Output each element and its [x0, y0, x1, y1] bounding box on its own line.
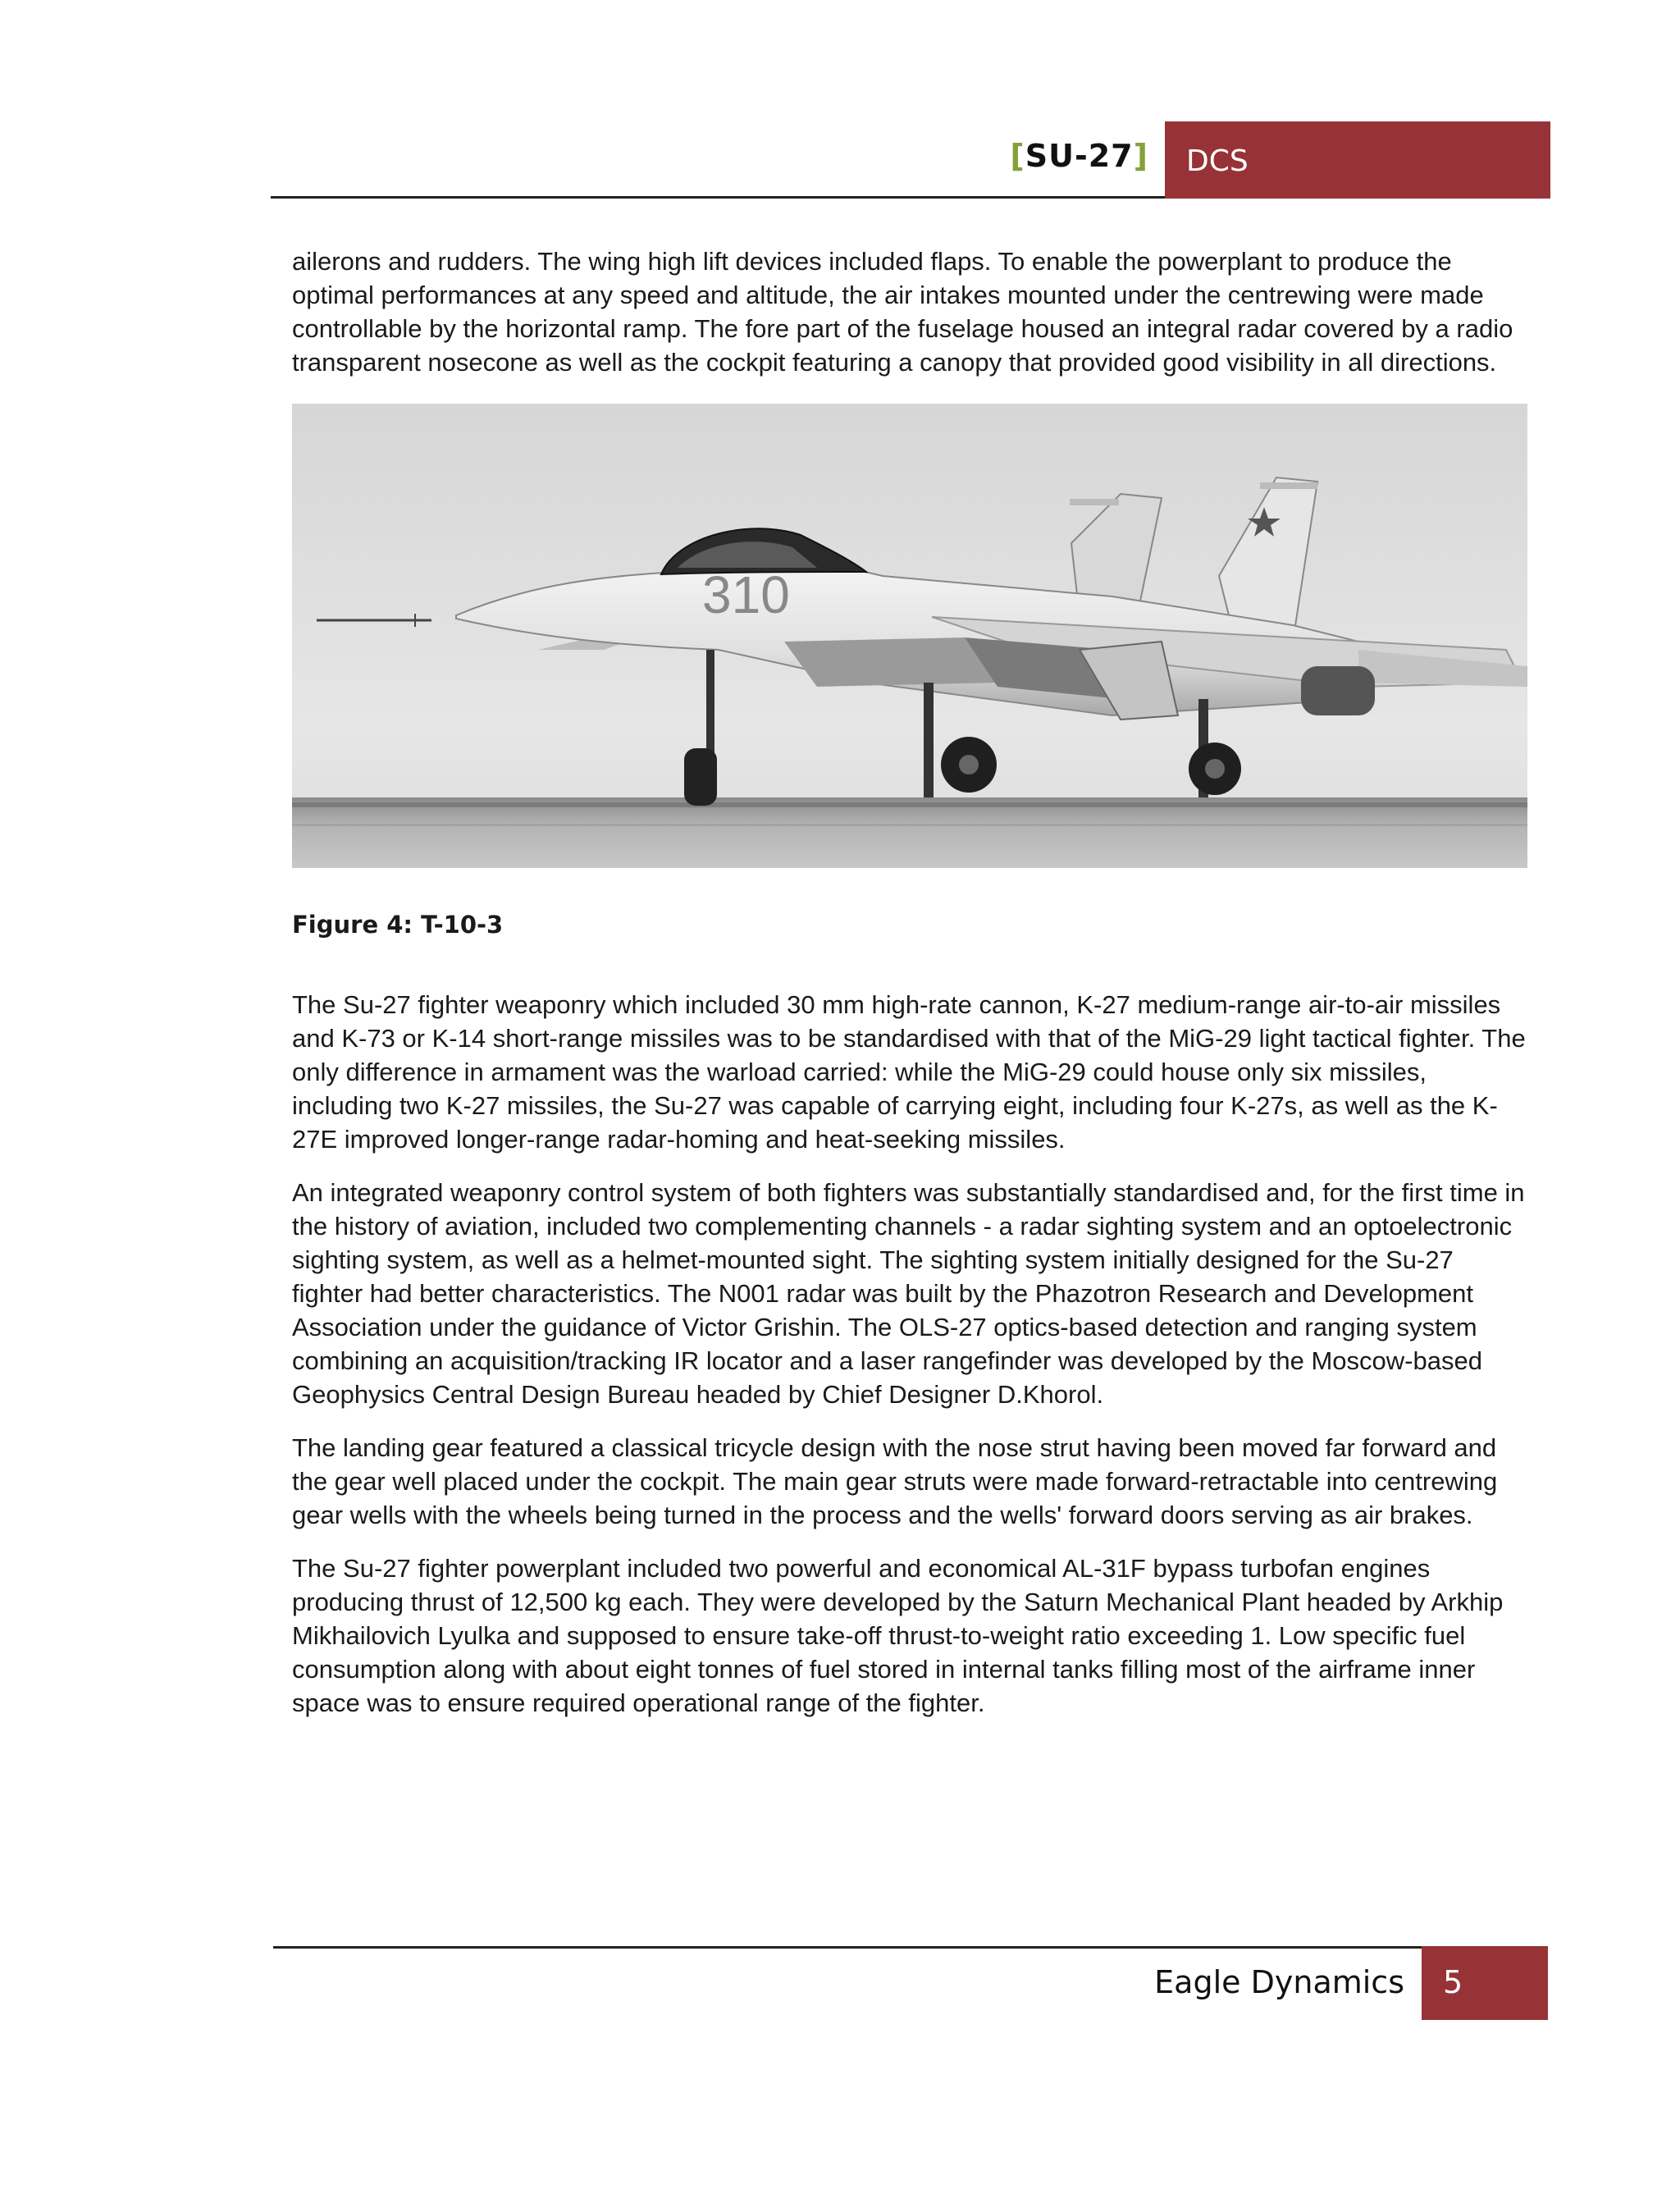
header-tag-box	[1165, 121, 1550, 199]
header-tag: DCS	[1186, 144, 1249, 178]
page-header	[271, 121, 1550, 199]
page-footer	[273, 1946, 1548, 2023]
document-title	[1010, 138, 1148, 174]
footer-rule	[273, 1946, 1422, 1949]
page-content	[292, 244, 1531, 1739]
paragraph-landing-gear: The landing gear featured a classical tricycle design with the nose strut having been moved far forward and the gear well placed under the cockpit. The main gear struts were made forward-retractable into centrewing gear wells with the wheels being turned in the process and the wells' forward doors serving as air brakes.	[292, 1433, 1498, 1529]
paragraph-control-system: An integrated weaponry control system of both fighters was substantially standardised and, for the first time in the history of aviation, included two complementing channels - a radar sighting system and an optoelectronic sighting system, as well as a helmet-mounted sight. The sighting system initially designed for the Su-27 fighter had better characteristics. The N001 radar was built by the Phazotron Research and Development Association under the guidance of Victor Grishin. The OLS-27 optics-based detection and ranging system combining an acquisition/tracking IR locator and a laser rangefinder was developed by the Moscow-based Geophysics Central Design Bureau headed by Chief Designer D.Khorol.	[292, 1178, 1525, 1409]
title-bracket-open: [	[1010, 138, 1025, 174]
title-bracket-close: ]	[1133, 138, 1148, 174]
publisher-name: Eagle Dynamics	[1154, 1964, 1404, 2000]
paragraph-weaponry: The Su-27 fighter weaponry which included 30 mm high-rate cannon, K-27 medium-range air-to-air missiles and K-73 or K-14 short-range missiles was to be standardised with that of the MiG-29 light tactical fighter. The only difference in armament was the warload carried: while the MiG-29 could house only six missiles, including two K-27 missiles, the Su-27 was capable of carrying eight, including four K-27s, as well as the K-27E improved longer-range radar-homing and heat-seeking missiles.	[292, 990, 1526, 1154]
page-number-box	[1422, 1946, 1548, 2020]
figure-caption: Figure 4: T-10-3	[292, 911, 504, 939]
tail-number: 310	[702, 565, 790, 624]
header-rule	[271, 196, 1165, 199]
aircraft-photo	[292, 404, 1527, 868]
title-text: SU-27	[1025, 138, 1134, 174]
intro-paragraph: ailerons and rudders. The wing high lift devices included flaps. To enable the powerplant to produce the optimal performances at any speed and altitude, the air intakes mounted under the centrewing were made controllable by the horizontal ramp. The fore part of the fuselage housed an integral radar covered by a radio transparent nosecone as well as the cockpit featuring a canopy that provided good visibility in all directions.	[292, 247, 1513, 377]
paragraph-powerplant: The Su-27 fighter powerplant included two powerful and economical AL-31F bypass turbofan engines producing thrust of 12,500 kg each. They were developed by the Saturn Mechanical Plant headed by Arkhip Mikhailovich Lyulka and supposed to ensure take-off thrust-to-weight ratio exceeding 1. Low specific fuel consumption along with about eight tonnes of fuel stored in internal tanks filling most of the airframe inner space was to ensure required operational range of the fighter.	[292, 1554, 1504, 1717]
page-number: 5	[1443, 1964, 1463, 2000]
